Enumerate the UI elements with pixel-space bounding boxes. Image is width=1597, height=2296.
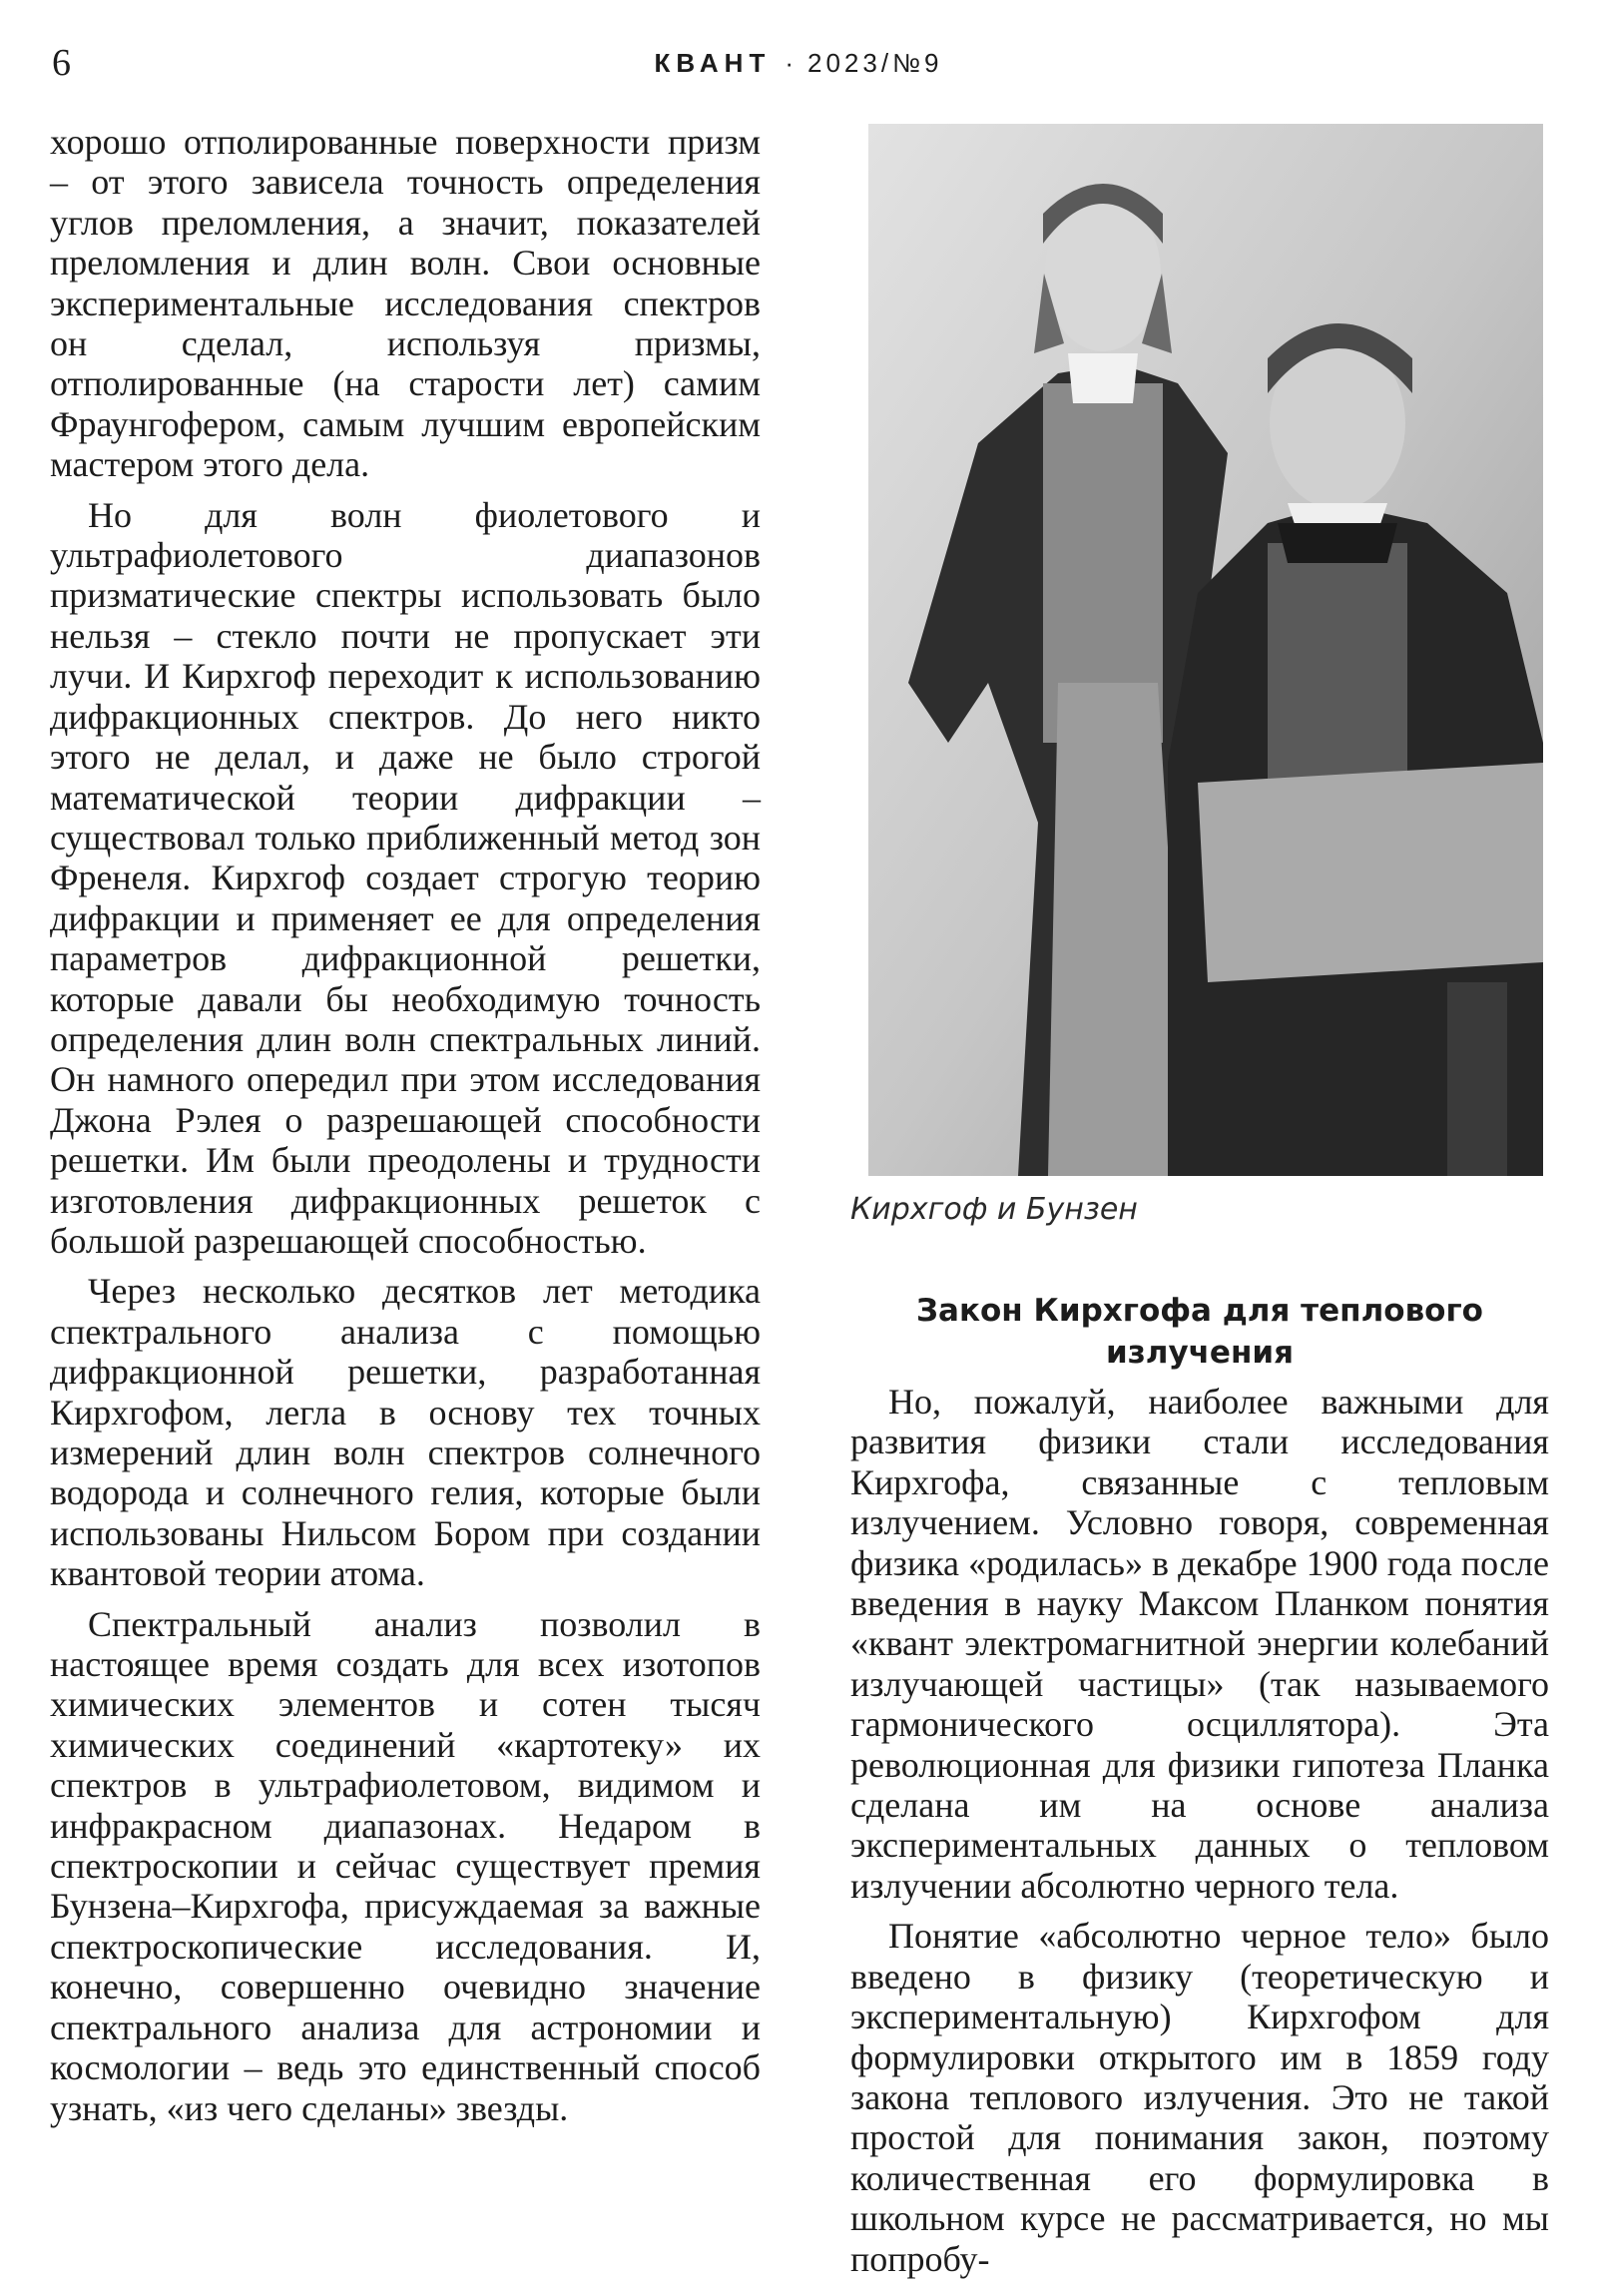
section-heading-line: Закон Кирхгофа для теплового <box>916 1293 1483 1329</box>
left-column <box>50 122 761 2128</box>
section-heading <box>850 1290 1549 1374</box>
page-number: 6 <box>52 42 71 84</box>
paragraph: Но, пожалуй, наиболее важными для развития физики стали исследования Кирхгофа, связанные с тепловым излучением. Условно говоря, современная физика «родилась» в декабре 1900 года после введения в науку Максом Планком понятия «квант электромагнитной энергии колебаний излучающей частицы» (так называемого гармонического осциллятора). Эта революционная для физики гипотеза Планка сделана им на основе анализа экспериментальных данных о тепловом излучении абсолютно черного тела. <box>850 1382 1549 1906</box>
paragraph: Через несколько десятков лет методика спектрального анализа с помощью дифракционной решетки, разработанная Кирхгофом, легла в основу тех точных измерений длин волн спектров солнечного водорода и солнечного гелия, которые были использованы Нильсом Бором при создании квантовой теории атома. <box>50 1271 761 1594</box>
paragraph: Спектральный анализ позволил в настоящее время создать для всех изотопов химических элементов и сотен тысяч химических соединений «картотеку» их спектров в ультрафиолетовом, видимом и инфракрасном диапазонах. Недаром в спектроскопии и сейчас существует премия Бунзена–Кирхгофа, присуждаемая за важные спектроскопические исследования. И, конечно, совершенно очевидно значение спектрального анализа для астрономии и космологии – ведь это единственный способ узнать, «из чего сделаны» звезды. <box>50 1603 761 2128</box>
figure-caption: Кирхгоф и Бунзен <box>850 1192 1138 1227</box>
right-column <box>850 1382 1549 2279</box>
paragraph: Понятие «абсолютно черное тело» было введено в физику (теоретическую и экспериментальную) Кирхгофом для формулировки открытого им в 1859 году закона теплового излучения. Это не такой простой для понимания закон, поэтому количественная его формулировка в школьном курсе не рассматривается, но мы попробу- <box>850 1916 1549 2279</box>
portrait-photo <box>868 124 1543 1176</box>
section-heading-line: излучения <box>1106 1335 1294 1371</box>
paragraph: Но для волн фиолетового и ультрафиолетового диапазонов призматические спектры использовать было нельзя – стекло почти не пропускает эти лучи. И Кирхгоф переходит к использованию дифракционных спектров. До него никто этого не делал, и даже не было строгой математической теории дифракции – существовал только приближенный метод зон Френеля. Кирхгоф создает строгую теорию дифракции и применяет ее для определения параметров дифракционной решетки, которые давали бы необходимую точность определения длин волн спектральных линий. Он намного опередил при этом исследования Джона Рэлея о разрешающей способности решетки. Им были преодолены и трудности изготовления дифракционных решеток с большой разрешающей способностью. <box>50 494 761 1261</box>
issue-number: 2023/№9 <box>807 48 943 78</box>
paragraph: хорошо отполированные поверхности призм – от этого зависела точность определения углов преломления, а значит, показателей преломления и длин волн. Свои основные экспериментальные исследования спектров он сделал, используя призмы, отполированные (на старости лет) самим Фраунгофером, самым лучшим европейским мастером этого дела. <box>50 122 761 485</box>
header-separator: · <box>785 48 795 78</box>
journal-title: КВАНТ <box>654 48 772 78</box>
running-header <box>0 50 1597 76</box>
